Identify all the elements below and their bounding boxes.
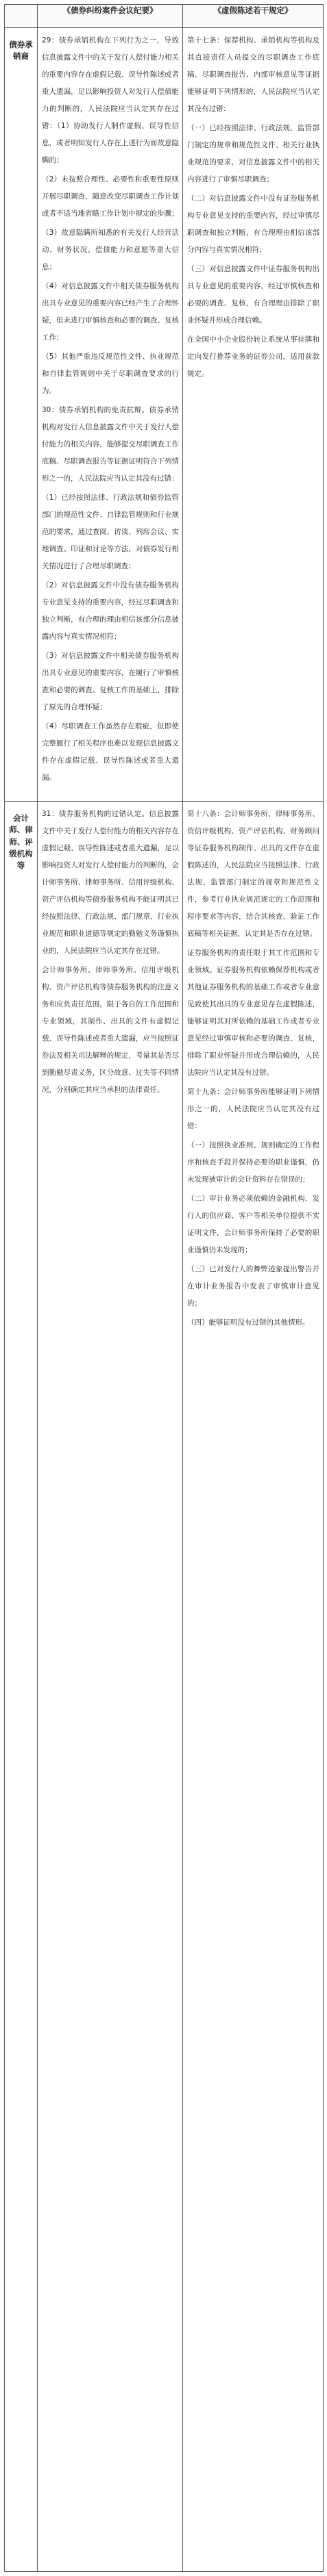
minutes-text-cell	[38, 802, 183, 2572]
paragraph: 第十七条：保荐机构、承销机构等机构及其直接责任人员提交的尽职调查工作底稿、尽职调查报告、内部审核意见等证据能够证明下列情形的，人民法院应当认定其没有过错：	[187, 36, 319, 113]
minutes-text-cell	[38, 28, 183, 802]
paragraph: 证券服务机构的责任限于其工作范围和专业领域。证券服务机构依赖保荐机构或者其他证券服务机构的基础工作或者专业意见致使其出具的专业意见存在虚假陈述，能够证明其对所依赖的基础工作或者专业意见经过审慎审核和必要的调查、复核，排除了职业怀疑并形成合理信赖的，人民法院应当认定其没有过错。	[187, 949, 319, 1077]
provisions-text-cell	[183, 802, 324, 2572]
paragraph: （4）尽职调查工作虽然存在瑕疵，但即使完整履行了相关程序也难以发现信息披露文件存在虚假记载、误导性陈述或者重大遗漏。	[42, 722, 179, 782]
paragraph: （2）对信息披露文件中没有债券服务机构专业意见支持的重要内容，经过尽职调查和独立判断，有合理的理由相信该部分信息披露内容与真实情况相符；	[42, 581, 179, 641]
comparison-table	[4, 4, 324, 2572]
paragraph: 会计师事务所、律师事务所、信用评级机构、资产评估机构等债券服务机构的注意义务和应负责任范围，限于各自的工作范围和专业领域，其制作、出具的文件有虚假记载、误导性陈述或者重大遗漏，应当按照证券法及相关司法解释的规定，考量其是否尽到勤勉尽责义务，区分故意、过失等不同情况，分别确定其应当承担的法律责任。	[42, 966, 179, 1094]
paragraph: （3）故意隐瞒所知悉的有关发行人经营活动、财务状况、偿债能力和意愿等重大信息；	[42, 229, 179, 271]
paragraph: （1）已经按照法律、行政法规和债券监管部门的规范性文件、自律监管规则和行业规范的要求，通过查阅、访谈、列席会议、实地调查、印证和讨论等方法，对债券发行相关情况进行了合理尽职调查；	[42, 494, 179, 570]
paragraph: （4）对信息披露文件中相关债券服务机构出具专业意见的重要内容已经产生了合理怀疑，但未进行审慎核查和必要的调查、复核工作；	[42, 282, 179, 342]
paragraph: （三）已对发行人的舞弊迹象提出警告并在审计业务报告中发表了审慎审计意见的；	[187, 1265, 319, 1308]
header-row	[5, 5, 324, 28]
header-blank-cell	[5, 5, 38, 28]
table-row	[5, 28, 324, 802]
paragraph: （一）按照执业准则、规则确定的工作程序和核查手段并保持必要的职业谨慎，仍未发现被审计的会计资料存在错误的；	[187, 1141, 319, 1184]
paragraph: （5）其他严重违反规范性文件、执业规范和自律监管规则中关于尽职调查要求的行为。	[42, 353, 179, 395]
paragraph: （二）对信息披露文件中没有证券服务机构专业意见支持的重要内容，经过审慎尽职调查和独立判断，有合理理由相信该部分内容与真实情况相符；	[187, 194, 319, 254]
paragraph: （3）对信息披露文件中相关债券服务机构出具专业意见的重要内容，在履行了审慎核查和必要的调查、复核工作的基础上，排除了原先的合理怀疑；	[42, 652, 179, 711]
paragraph: 29：债券承销机构在下列行为之一，导致信息披露文件中的关于发行人偿付能力相关的重要内容存在虚假记载、误导性陈述或者重大遗漏，足以影响投资人对发行人偿债能力的判断的，人民法院应当认定其存在过错：（1）协助发行人制作虚假、误导性信息，或者明知发行人存在上述行为而故意隐瞒的；	[42, 36, 179, 164]
header-false-statement-provisions: 《虚假陈述若干规定》	[183, 5, 324, 28]
provisions-text-cell	[183, 28, 324, 802]
category-cell: 债券承销商	[5, 28, 38, 802]
table-row	[5, 802, 324, 2572]
paragraph: 第十九条：会计师事务所能够证明下列情形之一的，人民法院应当认定其没有过错：	[187, 1088, 319, 1130]
paragraph: （2）未按照合理性、必要性和重要性原则开展尽职调查，随意改变尽职调查工作计划或者不适当地省略工作计划中规定的步骤；	[42, 175, 179, 218]
category-cell: 会计师、律师、评级机构等	[5, 802, 38, 2572]
paragraph: 在全国中小企业股份转让系统从事挂牌和定向发行推荐业务的证券公司，适用前款规定。	[187, 335, 319, 378]
paragraph: 第十八条：会计师事务所、律师事务所、资信评级机构、资产评估机构、财务顾问等证券服务机构制作、出具的文件存在虚假陈述的，人民法院应当按照法律、行政法规、监管部门制定的规章和规范性文件，参考行业执业规范规定的工作范围和程序要求等内容，结合其核查、验证工作底稿等相关证据，认定其是否存在过错。	[187, 810, 319, 938]
paragraph: （一）已经按照法律、行政法规、监管部门制定的规章和规范性文件、相关行业执业规范的要求，对信息披露文件中的相关内容进行了审慎尽职调查；	[187, 124, 319, 183]
paragraph: 31：债券服务机构的过错认定。信息披露文件中关于发行人偿付能力的相关内容存在虚假记载、误导性陈述或者重大遗漏，足以影响投资人对发行人偿付能力的判断的，会计师事务所、律师事务所、信用评级机构、资产评估机构等债券服务机构不能证明其已经按照法律、行政法规、部门规章、行业执业规范和职业道德等规定的勤勉义务谨慎执业的，人民法院应当认定其存在过错。	[42, 810, 179, 955]
paragraph: 30：债券承销机构的免责抗辩。债券承销机构对发行人信息披露文件中关于发行人偿付能力的相关内容，能够提交尽职调查工作底稿、尽职调查报告等证据证明符合下列情形之一的，人民法院应当认定其没有过错：	[42, 406, 179, 483]
paragraph: （三）对信息披露文件中证券服务机构出具专业意见的重要内容，经过审慎核查和必要的调查、复核，有合理理由排除了职业怀疑并形成合理信赖。	[187, 265, 319, 324]
paragraph: （四）能够证明没有过错的其他情形。	[187, 1318, 310, 1327]
header-meeting-minutes: 《债券纠纷案件会议纪要》	[38, 5, 183, 28]
paragraph: （二）审计业务必须依赖的金融机构、发行人的供应商、客户等相关单位提供不实证明文件，会计师事务所保持了必要的职业谨慎仍未发现的；	[187, 1195, 319, 1254]
